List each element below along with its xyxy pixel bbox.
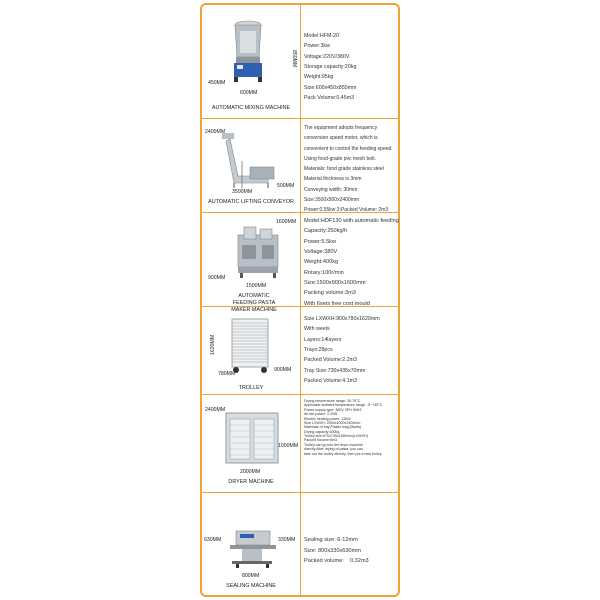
dryer-spec-cell [302,395,398,492]
spec-line: Sealing size: 6-12mm [304,537,358,543]
spec-line: Model:HFM-20 [304,33,340,39]
mixing-spec-cell [302,5,398,118]
dim-side-label: 1000MM [278,443,299,449]
dim-left-label: 630MM [204,537,222,543]
column-divider [300,307,301,394]
dim-top-label: 1600MM [276,219,297,225]
spec-line: Packed Volume:6m3 [304,438,337,443]
spec-line: Using food-grade pvc mesh belt. [304,155,376,162]
dim-top-label: 2400MM [205,129,226,135]
sealing-machine-image [228,527,278,569]
row-mixing-machine [202,5,398,119]
row-pasta-maker [202,213,399,313]
trolley-spec-cell [302,307,398,394]
dim-bottom-label: 1500MM [246,283,267,289]
spec-line: The equipment adopts frequency conversion speed motor, which is convenient to control the feeding speed. [304,125,393,152]
row-dryer-machine [202,395,398,493]
machine-caption: AUTOMATIC MIXING MACHINE [211,105,291,111]
spec-line: Electric heating power: 12kW [304,416,351,421]
spec-line: take out the trolley directly, then put a new trolley. [304,451,383,456]
pasta-maker-image [234,225,284,279]
column-divider [300,395,301,492]
row-sealing-machine [202,493,398,597]
column-divider [300,119,301,212]
dim-side-label: 1620MM [210,334,216,355]
spec-line: Materials: food grade stainless steel [304,166,384,172]
sealing-image-cell [202,493,300,597]
spec-line: Drying temperature range: 30-75°C [304,399,361,403]
dryer-machine-image [224,411,280,467]
lifting-conveyor-image [220,131,282,189]
spec-line: Pack Volume:0.45m3 [304,94,355,101]
dim-bottom-label: 800MM [242,573,260,579]
spec-line: With weels [304,326,330,333]
spec-line: Size:600x450x850mm [304,84,357,91]
spec-line: Size:3500x500x2400mm [304,196,360,203]
spec-line: Conveying width: 30mm [304,186,358,193]
spec-line: Materials of tray:Plastic tray(28sets) [304,425,362,430]
spec-line: Weight:95kg [304,74,334,81]
spec-line: Drying capacity:300kg [304,429,340,434]
spec-line: Trays:28pcs [304,346,333,353]
spec-line: Voltage:380V [304,249,338,256]
spec-line: Voltage:220V/380V. [304,53,351,60]
spec-line: Air fan power: 2.2kW [304,412,338,417]
spec-line: Packed Volume:4.1m3 [304,377,357,384]
column-divider [300,213,301,306]
spec-line: Model:HDF130 with automatic feeding [304,218,399,224]
machine-caption: AUTOMATIC FEEDING PASTA MAKER MACHINE [231,293,277,313]
dim-bottom-label: 600MM [240,90,258,96]
dim-side-label: 850MM [291,50,297,68]
dryer-image-cell [202,395,300,492]
dim-left-label: 450MM [208,80,226,86]
machine-caption: DRYER MACHINE [228,479,274,485]
machine-caption: TROLLEY [238,385,264,391]
conveyor-spec-cell [302,119,398,212]
machine-caption: SEALING MACHINE [226,583,276,589]
dim-side-label: 500MM [277,183,295,189]
sealing-spec-cell [302,493,398,597]
machine-caption: AUTOMATIC LIFTING CONVEYOR [208,199,294,205]
mixing-machine-image [226,17,270,83]
spec-line: Power:0.55kw 3;Packed Volume: 2m3 [304,207,389,213]
spec-line: Applicable ambient temperature range: -5~+45°C [304,403,383,408]
trolley-image [228,317,272,375]
spec-line: Size:1500x900x1600mm [304,280,366,287]
row-lifting-conveyor [202,119,398,213]
spec-line: With 6sets free cost mould [304,300,370,307]
spec-line: Weight:400kg [304,259,339,266]
column-divider [300,5,301,118]
row-trolley [202,307,398,395]
spec-line: Packed Volume:2.2m3 [304,357,357,364]
spec-line: Packed volume: 0.32m3 [304,558,369,565]
spec-line: Power:3kw [304,43,330,50]
dim-top-label: 2400MM [205,407,226,413]
dim-side-label: 330MM [278,537,296,543]
pasta-spec-cell [302,213,398,306]
dim-bottom-label: 900MM [274,367,292,373]
mixing-image-cell [202,5,300,118]
dim-bottom-label: 3500MM [232,189,253,195]
spec-line: Trolley size:870x735x1580mm(LXWXH) [304,434,368,438]
spec-line: Material thickness is 3mm [304,176,362,183]
column-divider [300,493,301,597]
spec-line: Storage capacity:20kg [304,63,357,70]
spec-line: Power supply type: 380V 3PH 50HZ [304,407,362,412]
spec-line: Size LXWXH: 2000x1000x2400mm [304,420,361,425]
conveyor-image-cell [202,119,300,212]
spec-line: Packing volume:3m3 [304,290,356,297]
spec-line: Rotary:100r/min [304,269,344,276]
spec-line: Layers:14layers [304,336,342,343]
spec-sheet-frame [200,3,400,597]
spec-line: Capacity:250kg/h [304,228,348,235]
spec-line: directly.After drying of pasta, you can [304,447,363,452]
spec-line: Size: 800x330x630mm [304,547,361,554]
spec-line: Power:5.5kw [304,238,337,245]
trolley-image-cell [202,307,300,394]
dim-bottom-label: 2000MM [240,469,261,475]
dim-left-label: 900MM [208,275,226,281]
spec-line: Size LXWXH:900x780x1620mm [304,316,380,322]
pasta-image-cell [202,213,300,313]
spec-line: Tray Size:730x435x70mm [304,367,366,374]
spec-line: Trolley can go into the dryer machine [304,442,363,447]
dim-left-label: 780MM [218,371,236,377]
